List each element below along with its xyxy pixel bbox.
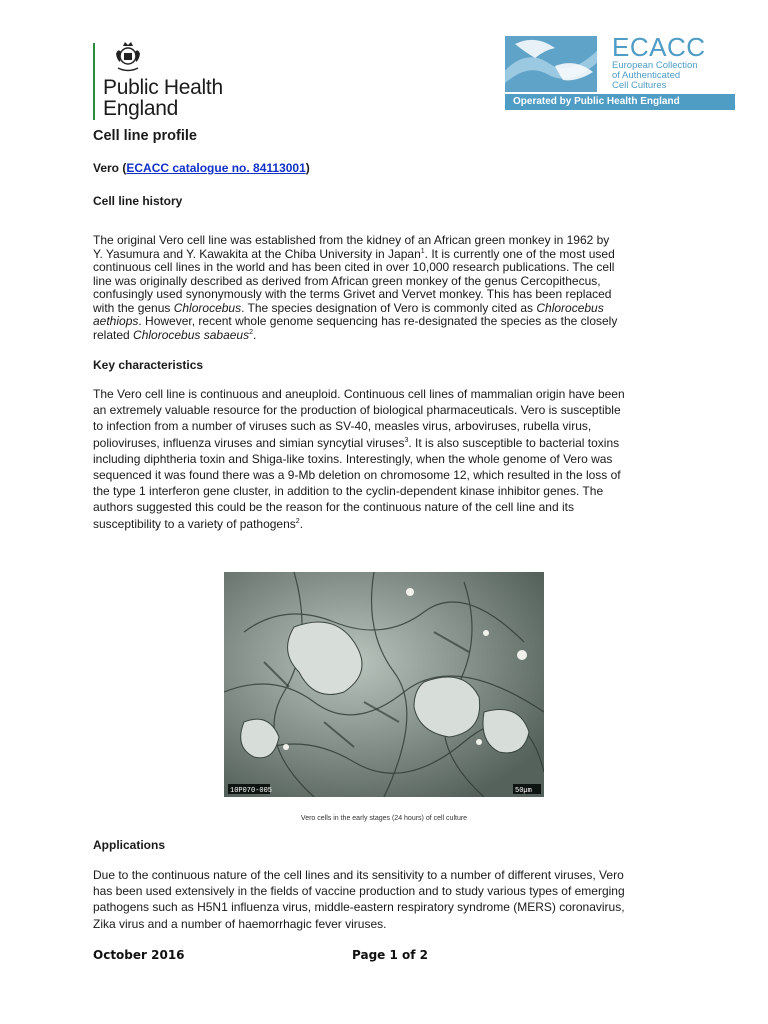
history-paragraph bbox=[93, 234, 683, 342]
ecacc-operated-band: Operated by Public Health England bbox=[505, 94, 735, 110]
paragraph-line bbox=[93, 248, 683, 262]
applications-paragraph bbox=[93, 867, 683, 932]
ecacc-subtitle-line: of Authenticated bbox=[612, 70, 681, 81]
cell-line-name: Vero (ECACC catalogue no. 84113001) bbox=[93, 161, 310, 175]
paragraph-line: line was originally described as derived from African green monkey of the genus Cercopithecus, bbox=[93, 273, 601, 288]
phe-logo-bar bbox=[93, 43, 95, 120]
paragraph-line bbox=[93, 516, 683, 532]
footer-page-number: Page 1 of 2 bbox=[352, 948, 428, 962]
key-characteristics-heading: Key characteristics bbox=[93, 358, 204, 372]
key-characteristics-paragraph bbox=[93, 386, 683, 532]
italic-run: Chlorocebus bbox=[536, 300, 604, 315]
reference-mark: 1 bbox=[420, 247, 425, 255]
micrograph-label: 10P070-005 bbox=[230, 787, 273, 795]
royal-crest-icon bbox=[113, 40, 143, 76]
text-run: . However, recent whole genome sequencing has re-designated the species as the closely bbox=[138, 314, 618, 328]
text-run: Y. Yasumura and Y. Kawakita at the Chiba University in Japan bbox=[93, 246, 421, 261]
text-run: susceptibility to a variety of pathogens bbox=[93, 516, 296, 531]
ecacc-logo bbox=[505, 32, 737, 111]
paragraph-line: continuous cell lines in the world and has been cited in over 10,000 research publications. The cell bbox=[93, 260, 615, 274]
ecacc-subtitle-line: Cell Cultures bbox=[612, 80, 667, 91]
page-title: Cell line profile bbox=[93, 128, 197, 144]
paragraph-line: the type 1 interferon gene cluster, in addition to the cyclin-dependent kinase inhibitor genes. The bbox=[93, 484, 604, 499]
paragraph-line: Due to the continuous nature of the cell lines and its sensitivity to a number of different viruses, Vero bbox=[93, 868, 624, 882]
footer-date: October 2016 bbox=[93, 948, 185, 962]
paragraph-line bbox=[93, 435, 683, 451]
paragraph-line: has been used extensively in the fields of vaccine production and to study various types of emerging bbox=[93, 884, 625, 899]
paragraph-line: authors suggested this could be the reason for the continuous nature of the cell line and its bbox=[93, 500, 574, 515]
phe-logo-text bbox=[103, 77, 223, 119]
text-run: . The species designation of Vero is commonly cited as bbox=[241, 300, 537, 315]
ecacc-emblem-icon bbox=[505, 36, 597, 92]
text-run: related bbox=[93, 327, 134, 342]
italic-run: Chlorocebus sabaeus bbox=[133, 327, 250, 342]
text-run: with the genus bbox=[93, 300, 174, 315]
ecacc-name: ECACC bbox=[612, 32, 706, 62]
applications-heading: Applications bbox=[93, 838, 166, 852]
text-run: . It is currently one of the most used bbox=[424, 246, 615, 261]
paragraph-line: sequenced it was found there was a 9-Mb deletion on chromosome 12, which resulted in the loss of bbox=[93, 468, 621, 483]
reference-mark: 2 bbox=[249, 328, 254, 336]
text-run: . bbox=[253, 327, 257, 342]
ecacc-subtitle bbox=[612, 61, 698, 91]
paragraph-line: The original Vero cell line was established from the kidney of an African green monkey in 1962 by bbox=[93, 233, 610, 247]
paragraph-line bbox=[93, 329, 683, 343]
figure-caption: Vero cells in the early stages (24 hours) of cell culture bbox=[300, 815, 468, 822]
history-heading: Cell line history bbox=[93, 194, 183, 208]
paragraph-line: The Vero cell line is continuous and aneuploid. Continuous cell lines of mammalian origin have been bbox=[93, 387, 625, 401]
text-run: . bbox=[299, 516, 304, 531]
reference-mark: 3 bbox=[404, 436, 409, 444]
paragraph-line bbox=[93, 315, 683, 329]
italic-run: aethiops bbox=[93, 314, 139, 328]
reference-mark: 2 bbox=[295, 517, 300, 525]
italic-run: Chlorocebus bbox=[173, 300, 242, 315]
paragraph-line: an extremely valuable resource for the production of biological pharmaceuticals. Vero is susceptible bbox=[93, 403, 621, 418]
paragraph-line bbox=[93, 302, 683, 316]
paragraph-line: Zika virus and a number of haemorrhagic fever viruses. bbox=[93, 916, 387, 931]
paragraph-line: to infection from a number of viruses such as SV-40, measles virus, arboviruses, rubella virus, bbox=[93, 419, 592, 434]
scale-bar-label: 50µm bbox=[515, 787, 532, 795]
ecacc-subtitle-line: European Collection bbox=[612, 60, 698, 71]
text-run: polioviruses, influenza viruses and simian syncytial viruses bbox=[93, 435, 405, 450]
phe-logo bbox=[93, 40, 243, 122]
cell-name: Vero bbox=[93, 161, 120, 175]
vero-cell-micrograph bbox=[224, 572, 544, 797]
paragraph-line: including diphtheria toxin and Shiga-like toxins. Interestingly, when the whole genome of Vero was bbox=[93, 451, 613, 466]
catalogue-link[interactable]: ECACC catalogue no. 84113001 bbox=[126, 161, 306, 175]
paragraph-line: confusingly used synonymously with the terms Grivet and Vervet monkey. This has been replaced bbox=[93, 287, 612, 301]
paragraph-line: pathogens such as H5N1 influenza virus, middle-eastern respiratory syndrome (MERS) coronavirus, bbox=[93, 900, 625, 915]
phe-logo-line1: Public Health bbox=[103, 76, 223, 99]
phe-logo-line2: England bbox=[103, 97, 178, 120]
text-run: . It is also susceptible to bacterial toxins bbox=[408, 435, 620, 450]
